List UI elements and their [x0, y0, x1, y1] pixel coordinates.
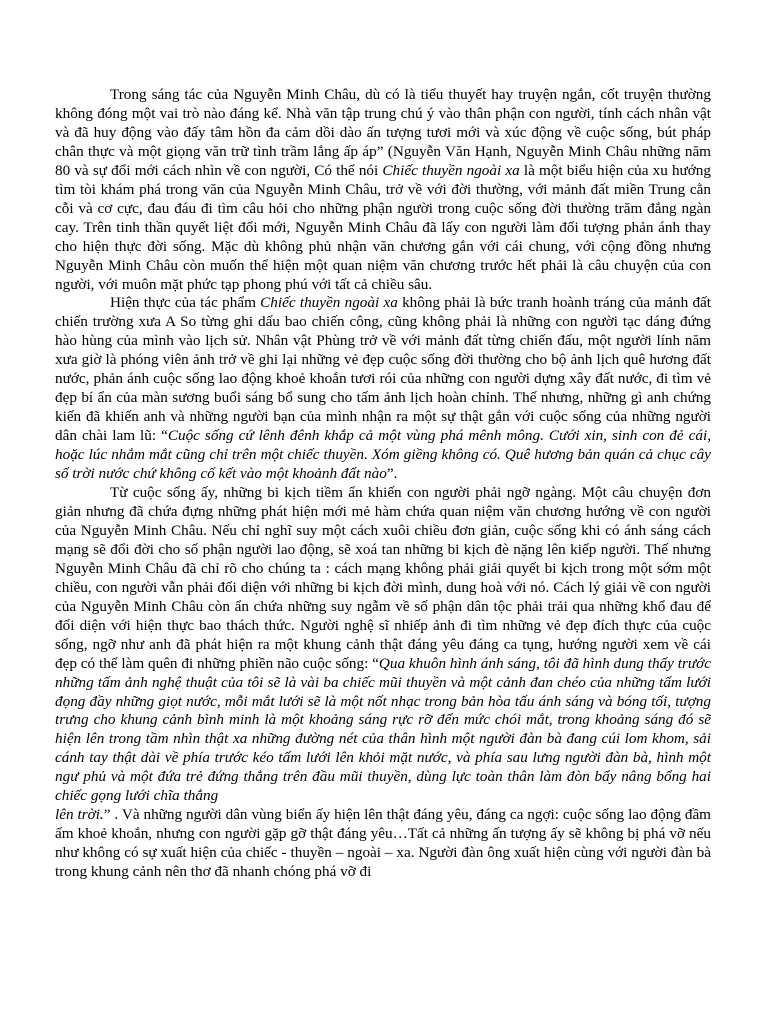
text-run: Trong sáng tác của Nguyễn Minh Châu, dù có là tiểu thuyết hay truyện ngắn, cốt truyện thường không đóng một vai trò nào đáng kể. Nhà văn tập trung chú ý vào thân phận con người, tính cách nhân vật và đã huy động vào đấy tâm hồn đa cảm dồi dào ấn tượng tươi mới và xúc động về cuộc sống, bút pháp chân thực và một giọng văn trữ tình trầm lắng ấp áp” (Nguyễn Văn Hạnh, Nguyễn Minh Châu những năm 80 và sự đổi mới cách nhìn về con người, Có thể nói [55, 86, 711, 179]
text-run: Từ cuộc sống ấy, những bi kịch tiềm ẩn khiến con người phải ngỡ ngàng. Một câu chuyện đơn giản nhưng đã chứa đựng những phát hiện mới mẻ hàm chứa quan niệm văn chương hướng về con người của Nguyễn Minh Châu. Nếu chỉ nghĩ suy một cách xuôi chiều đơn giản, cuộc sống khi có ánh sáng cách mạng sẽ đổi đời cho số phận người lao động, sẽ xoá tan những bi kịch đè nặng lên kiếp người. Thế nhưng Nguyễn Minh Châu đã chỉ rõ cho chúng ta : cách mạng không phải giải quyết bi kịch trong một sớm một chiều, con người vẫn phải đối diện với những bi kịch đời mình, dung hoà với nó. Cách lý giải về con người của Nguyễn Minh Châu còn ẩn chứa những suy ngẫm về số phận dân tộc phải trải qua những khổ đau để đối diện với hiện thực bao thách thức. Người nghệ sĩ nhiếp ảnh đi tìm những vẻ đẹp đích thực của cuộc sống, ngỡ như anh đã phát hiện ra một khung cảnh thật đáng yêu đáng ca tụng, hướng người xem về cái đẹp có thể làm quên đi những phiền não cuộc sống: “ [55, 484, 711, 672]
paragraph-3 [55, 484, 711, 806]
italic-quote: Qua khuôn hình ánh sáng, tôi đã hình dung thấy trước những tấm ảnh nghệ thuật của tôi sẽ là vài ba chiếc mũi thuyền và một cảnh đan chéo của những tấm lưới đọng đầy những giọt nước, mỗi mắt lưới sẽ là một nốt nhạc trong bản hòa tấu ánh sáng và bóng tối, tượng trưng cho khung cảnh bình minh là một khoảng sáng rực rỡ đến mức chói mắt, trong khoảng sáng đó sẽ hiện lên trong tầm nhìn thật xa những đường nét của thân hình một người đàn bà đang cúi lom khom, sải cánh tay thật dài về phía trước kéo tấm lưới lên khỏi mặt nước, và phía sau lưng người đàn bà, hình một ngư phủ và một đứa trẻ đứng thẳng trên đầu mũi thuyền, dùng lực toàn thân làm đòn bẩy nâng bổng hai chiếc gọng lưới chĩa thẳng [55, 654, 712, 805]
text-run: ”. [386, 465, 398, 483]
paragraph-2 [55, 294, 711, 484]
italic-title: Chiếc thuyền ngoài xa [260, 294, 398, 312]
paragraph-4 [55, 806, 711, 882]
text-run: Hiện thực của tác phẩm [110, 294, 261, 312]
text-run: là một biểu hiện của xu hướng tìm tòi khám phá trong văn của Nguyễn Minh Châu, trở về với đời thường, với mảnh đất miền Trung cằn cỗi và cơ cực, đau đáu đi tìm câu hỏi cho những phận người trong cuộc sống đời thường trăm đắng ngàn cay. Trên tinh thần quyết liệt đổi mới, Nguyễn Minh Châu đã lấy con người làm đối tượng phản ánh thay cho hiện thực đời sống. Mặc dù không phủ nhận văn chương gắn với cái chung, với cộng đồng nhưng Nguyễn Minh Châu còn muốn thể hiện một quan niệm văn chương trước hết phải là câu chuyện của con người, với muôn mặt phức tạp phong phú với tất cả chiều sâu. [55, 161, 711, 293]
paragraph-1 [55, 86, 711, 294]
text-run: không phải là bức tranh hoành tráng của mảnh đất chiến trường xưa A So từng ghi dấu bao chiến công, cũng không phải là những con người tạc dáng đứng hào hùng của mình vào lịch sử. Nhân vật Phùng trở về với mảnh đất từng chiến đấu, một người lính năm xưa giờ là phóng viên ảnh trở về ghi lại những vẻ đẹp cuộc sống đời thường cho bộ ảnh lịch quê hương đất nước, phản ánh cuộc sống lao động khoẻ khoắn tươi rói của những con người dựng xây đất nước, đi tìm vẻ đẹp bí ẩn của màn sương buổi sáng bổ sung cho tấm ảnh lịch hoàn chỉnh. Thế nhưng, những gì anh chứng kiến đã khiến anh và những người bạn của mình nhận ra một sự thật gắn với cuộc sống của những người dân chài lam lũ: “ [55, 294, 711, 445]
document-page [55, 86, 711, 882]
italic-quote-end: lên trời. [55, 806, 104, 824]
italic-quote: Cuộc sống cứ lênh đênh khắp cả một vùng phá mênh mông. Cưới xin, sinh con đẻ cái, hoặc lúc nhắm mắt cũng chỉ trên một chiếc thuyền. Xóm giềng không có. Quê hương bản quán cả chục cây số trời nước chứ không cố kết vào một khoảnh đất nào [55, 427, 711, 483]
text-run: ” . Và những người dân vùng biển ấy hiện lên thật đáng yêu, đáng ca ngợi: cuộc sống lao động đầm ấm khoẻ khoắn, nhưng con người gặp gỡ thật đáng yêu…Tất cả những ấn tượng ấy sẽ không bị phá vỡ nếu như không có sự xuất hiện của chiếc - thuyền – ngoài – xa. Người đàn ông xuất hiện cùng với người đàn bà trong khung cảnh nên thơ đã nhanh chóng phá vỡ đi [55, 806, 711, 881]
italic-title: Chiếc thuyền ngoài xa [382, 161, 520, 179]
